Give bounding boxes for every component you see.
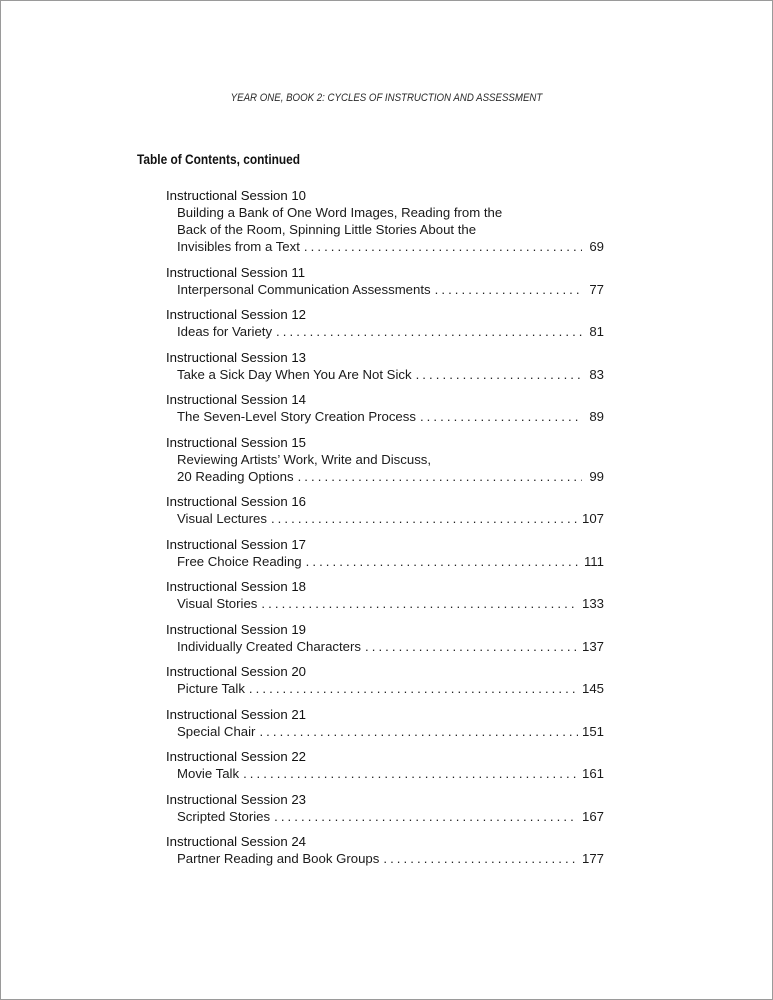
page-number: 167 [581, 808, 604, 824]
entry-label: Visual Stories [177, 596, 258, 611]
toc-entry[interactable] [166, 323, 604, 340]
session-title[interactable]: Instructional Session 13 [166, 349, 307, 365]
dot-leader [435, 281, 582, 298]
entry-label: The Seven-Level Story Creation Process [177, 409, 416, 424]
entry-line: Reviewing Artists’ Work, Write and Discuss, [177, 451, 432, 467]
running-head: YEAR ONE, BOOK 2: CYCLES OF INSTRUCTION AND ASSESSMENT [230, 92, 543, 104]
dot-leader [243, 765, 578, 782]
entry-last-line [177, 468, 604, 485]
session-title[interactable]: Instructional Session 19 [166, 621, 307, 637]
session-title[interactable]: Instructional Session 11 [166, 264, 306, 280]
entry-last-line [177, 723, 604, 740]
session-title[interactable]: Instructional Session 12 [166, 307, 307, 322]
toc-entry[interactable] [166, 204, 604, 255]
toc-session [166, 264, 604, 298]
toc-entry[interactable] [166, 808, 604, 825]
toc-session [166, 187, 604, 255]
toc-session [166, 391, 604, 425]
session-title[interactable]: Instructional Session 23 [166, 791, 307, 807]
toc-entry[interactable] [166, 553, 604, 570]
dot-leader [271, 510, 578, 527]
entry-label: Picture Talk [177, 681, 245, 696]
session-title[interactable]: Instructional Session 22 [166, 749, 307, 764]
entry-last-line [177, 553, 604, 570]
table-of-contents [166, 187, 604, 876]
page-number: 107 [581, 511, 604, 526]
toc-session [166, 791, 604, 825]
toc-entry[interactable] [166, 638, 604, 655]
entry-label: Partner Reading and Book Groups [177, 851, 380, 866]
toc-session [166, 748, 604, 782]
page-number: 77 [589, 281, 604, 297]
entry-label: Interpersonal Communication Assessments [177, 281, 431, 297]
page-number: 81 [589, 324, 604, 339]
toc-entry[interactable] [166, 281, 604, 298]
entry-label: Visual Lectures [177, 511, 267, 526]
page-number: 151 [581, 723, 604, 739]
session-title[interactable]: Instructional Session 17 [166, 536, 307, 552]
toc-heading: Table of Contents, continued [137, 151, 301, 167]
toc-session [166, 833, 604, 867]
entry-last-line [177, 638, 604, 655]
entry-last-line [177, 595, 604, 612]
toc-session [166, 306, 604, 340]
toc-session [166, 621, 604, 655]
toc-session [166, 434, 604, 485]
session-title[interactable]: Instructional Session 16 [166, 494, 307, 509]
page-number: 137 [581, 638, 604, 654]
page-number: 161 [581, 766, 604, 781]
toc-session [166, 493, 604, 527]
dot-leader [274, 808, 578, 825]
entry-label: Ideas for Variety [177, 324, 273, 339]
entry-last-line [177, 850, 604, 867]
toc-entry[interactable] [166, 723, 604, 740]
toc-session [166, 663, 604, 697]
entry-label: 20 Reading Options [177, 468, 294, 484]
dot-leader [420, 408, 582, 425]
session-title[interactable]: Instructional Session 15 [166, 434, 307, 450]
entry-label: Special Chair [177, 723, 256, 739]
entry-label: Invisibles from a Text [177, 239, 300, 254]
entry-last-line [177, 510, 604, 527]
entry-label: Free Choice Reading [177, 553, 302, 569]
toc-session [166, 536, 604, 570]
toc-entry[interactable] [166, 850, 604, 867]
session-title[interactable]: Instructional Session 20 [166, 664, 307, 679]
entry-last-line [177, 408, 604, 425]
toc-entry[interactable] [166, 595, 604, 612]
dot-leader [383, 850, 578, 867]
dot-leader [306, 553, 580, 570]
page-number: 145 [581, 681, 604, 696]
entry-line: Building a Bank of One Word Images, Reading from the [177, 205, 503, 220]
entry-last-line [177, 680, 604, 697]
session-title[interactable]: Instructional Session 21 [166, 706, 307, 722]
toc-entry[interactable] [166, 366, 604, 383]
toc-entry[interactable] [166, 680, 604, 697]
page-number: 111 [583, 553, 604, 569]
entry-line: Back of the Room, Spinning Little Stories About the [177, 222, 477, 237]
session-title[interactable]: Instructional Session 24 [166, 834, 307, 849]
session-title[interactable]: Instructional Session 18 [166, 579, 307, 594]
entry-label: Take a Sick Day When You Are Not Sick [177, 366, 412, 382]
page-number: 133 [581, 596, 604, 611]
page-number: 177 [581, 851, 604, 866]
entry-last-line [177, 238, 604, 255]
page-number: 69 [589, 239, 604, 254]
toc-session [166, 578, 604, 612]
toc-session [166, 706, 604, 740]
entry-label: Scripted Stories [177, 808, 271, 824]
dot-leader [259, 723, 578, 740]
toc-entry[interactable] [166, 408, 604, 425]
session-title[interactable]: Instructional Session 10 [166, 188, 307, 203]
toc-entry[interactable] [166, 510, 604, 527]
entry-last-line [177, 366, 604, 383]
toc-entry[interactable] [166, 765, 604, 782]
session-title[interactable]: Instructional Session 14 [166, 392, 307, 407]
entry-last-line [177, 808, 604, 825]
dot-leader [416, 366, 582, 383]
toc-entry[interactable] [166, 451, 604, 485]
dot-leader [249, 680, 578, 697]
entry-last-line [177, 765, 604, 782]
dot-leader [365, 638, 578, 655]
entry-last-line [177, 323, 604, 340]
page-number: 89 [589, 409, 604, 424]
dot-leader [304, 238, 582, 255]
page-number: 83 [589, 366, 604, 382]
entry-last-line [177, 281, 604, 298]
entry-label: Individually Created Characters [177, 638, 361, 654]
page-number: 99 [589, 468, 604, 484]
toc-session [166, 349, 604, 383]
dot-leader [261, 595, 578, 612]
dot-leader [298, 468, 582, 485]
entry-label: Movie Talk [177, 766, 240, 781]
dot-leader [276, 323, 582, 340]
